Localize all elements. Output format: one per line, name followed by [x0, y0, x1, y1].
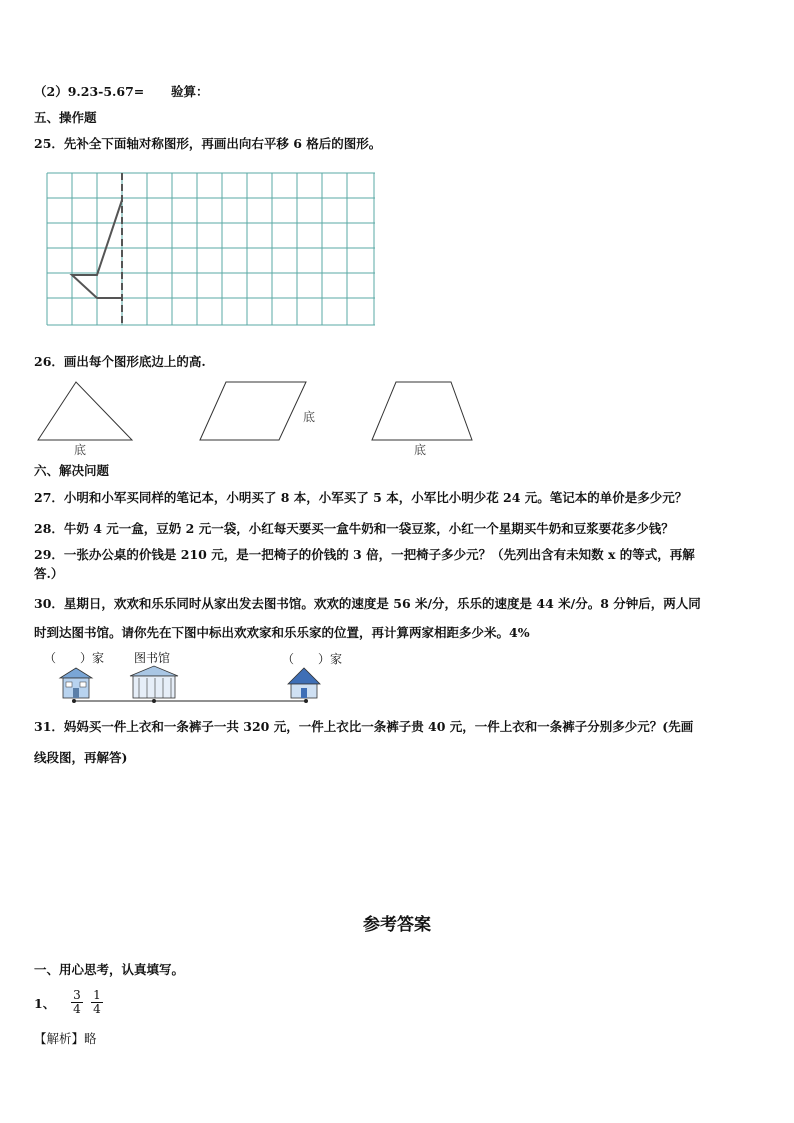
triangle [38, 382, 132, 440]
q24-part2-check: 验算： [170, 84, 209, 99]
fraction-2-denominator: 4 [93, 1002, 101, 1016]
question-31-line2: 线段图，再解答) [34, 750, 128, 765]
answers-title: 参考答案 [363, 915, 431, 935]
q24-part2 [34, 84, 208, 100]
fraction-2-numerator: 1 [91, 989, 103, 1003]
q30-map [44, 664, 344, 720]
q24-part2-expression: （2）9.23-5.67= [34, 84, 145, 99]
library-icon [130, 666, 178, 698]
question-29-line1: 29．一张办公桌的价钱是 210 元，是一把椅子的价钱的 3 倍，一把椅子多少元？（先列出含有未知数 x 的等式，再解 [34, 547, 695, 562]
parallelogram-base-label: 底 [303, 410, 316, 424]
section-6-heading: 六、解决问题 [34, 463, 110, 478]
section-5-heading: 五、操作题 [34, 110, 97, 125]
answer-1-analysis: 【解析】略 [34, 1031, 97, 1046]
library-point [152, 699, 156, 703]
left-house-icon [60, 668, 92, 698]
left-home-label: （ ）家 [44, 651, 105, 665]
trapezoid-base-label: 底 [414, 443, 427, 457]
library-label: 图书馆 [134, 651, 171, 665]
question-29-line2: 答.） [34, 566, 64, 581]
answers-section-1: 一、用心思考，认真填写。 [34, 962, 185, 977]
grid-lines [47, 173, 375, 325]
question-30-line1: 30．星期日，欢欢和乐乐同时从家出发去图书馆。欢欢的速度是 56 米/分，乐乐的速度是 44 米/分。8 分钟后，两人同 [34, 596, 701, 611]
parallelogram [200, 382, 306, 440]
question-31-line1: 31．妈妈买一件上衣和一条裤子一共 320 元，一件上衣比一条裤子贵 40 元，一件上衣和一条裤子分别多少元？(先画 [34, 719, 694, 734]
question-27: 27．小明和小军买同样的笔记本，小明买了 8 本，小军买了 5 本，小军比小明少花 24 元。笔记本的单价是多少元？ [34, 490, 688, 505]
right-house-icon [288, 668, 320, 698]
question-25: 25．先补全下面轴对称图形，再画出向右平移 6 格后的图形。 [34, 136, 382, 151]
triangle-base-label: 底 [74, 443, 87, 457]
question-28: 28．牛奶 4 元一盒，豆奶 2 元一袋，小红每天要买一盒牛奶和一袋豆浆，小红一个星期买牛奶和豆浆要花多少钱？ [34, 521, 674, 536]
left-end-point [72, 699, 76, 703]
answer-1-label: 1、 [34, 996, 56, 1011]
fraction-1-denominator: 4 [73, 1002, 81, 1016]
question-26: 26．画出每个图形底边上的高. [34, 354, 206, 369]
question-30-line2: 时到达图书馆。请你先在下图中标出欢欢家和乐乐家的位置，再计算两家相距多少米。4% [34, 625, 530, 640]
right-end-point [304, 699, 308, 703]
right-home-label: （ ）家 [282, 652, 343, 666]
q26-shapes [36, 378, 496, 458]
fraction-1-numerator: 3 [71, 989, 83, 1003]
answer-1-fraction-2 [91, 989, 103, 1016]
q25-grid-figure [46, 172, 376, 328]
trapezoid [372, 382, 472, 440]
answer-1-fraction-1 [71, 989, 83, 1016]
